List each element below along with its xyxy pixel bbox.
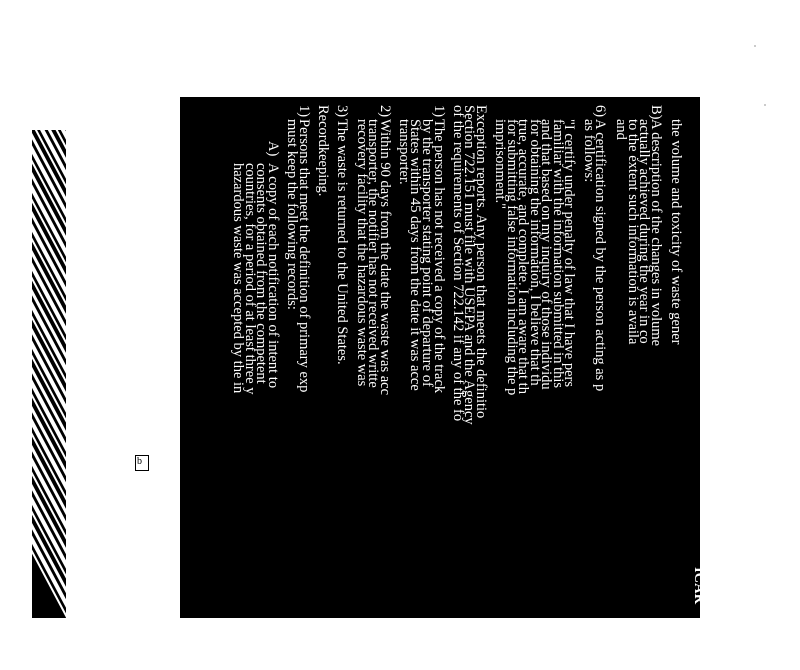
document-line: B) <box>647 105 664 120</box>
document-line: must keep the following records: <box>284 119 301 310</box>
document-line: the volume and toxicity of waste gener <box>667 119 684 345</box>
document-line: A) <box>265 141 282 157</box>
document-line: Within 90 days from the date the waste was acc <box>376 119 393 396</box>
document-line: true, accurate, and complete. I am aware that th <box>515 119 532 394</box>
barcode-strip <box>32 130 66 618</box>
document-line: imprisonment." <box>492 119 509 210</box>
document-line: to the extent such information is availa <box>624 119 641 345</box>
document-line: for submitting false information including the p <box>503 119 520 396</box>
scanned-document-page <box>180 97 707 618</box>
document-line: as follows: <box>580 119 597 183</box>
document-line: 6) <box>592 105 609 118</box>
document-line: consents obtained from the competent <box>253 163 270 384</box>
document-line: 1) <box>430 105 447 118</box>
document-line: and that based on my inquiry of those individu <box>538 119 555 390</box>
document-header: ICAR <box>691 567 707 605</box>
document-line: A certification signed by the person acting as p <box>592 119 609 392</box>
document-line: A description of the changes in volume <box>647 119 664 347</box>
document-line: recovery facility that the hazardous waste was <box>353 119 370 387</box>
document-line: 3) <box>334 105 351 118</box>
scan-speck <box>764 104 766 106</box>
document-line: hazardous waste was accepted by the in <box>230 163 247 394</box>
document-line: "I certify under penalty of law that I have pers <box>561 119 578 388</box>
document-line: by the transporter stating point of departure of <box>419 119 436 387</box>
document-line: 1) <box>295 105 312 118</box>
document-line: for obtaining the information, I believe that th <box>526 119 543 386</box>
document-line: Exception reports. Any person that meets the definitio <box>472 105 489 419</box>
document-line: 2) <box>376 105 393 118</box>
document-line: A copy of each notification of intent to <box>265 163 282 389</box>
document-line: transporter, the notifier has not received writte <box>365 119 382 388</box>
document-line: Recordkeeping. <box>315 105 332 197</box>
document-line: countries, for a period of at least three y <box>241 163 258 395</box>
scan-speck <box>754 45 756 47</box>
document-line: transporter. <box>395 119 412 185</box>
document-line: The waste is returned to the United States. <box>334 119 351 365</box>
page-mark <box>135 455 149 471</box>
document-line: of the requirements of Section 722.142 if any of the fo <box>449 105 466 422</box>
document-line: actually achieved during the year in co <box>636 119 653 344</box>
document-line: Persons that meet the definition of primary exp <box>295 119 312 393</box>
rotated-text-block <box>180 97 707 618</box>
document-line: The person has not received a copy of the track <box>430 119 447 394</box>
page-mark-label: b <box>137 456 142 467</box>
document-line: States within 45 days from the date it was acce <box>407 119 424 391</box>
document-line: Section 722.151 must file with USEPA and the Agency <box>461 105 478 425</box>
document-line: and <box>613 119 630 140</box>
document-line: familiar with the information submitted in this <box>549 119 566 389</box>
